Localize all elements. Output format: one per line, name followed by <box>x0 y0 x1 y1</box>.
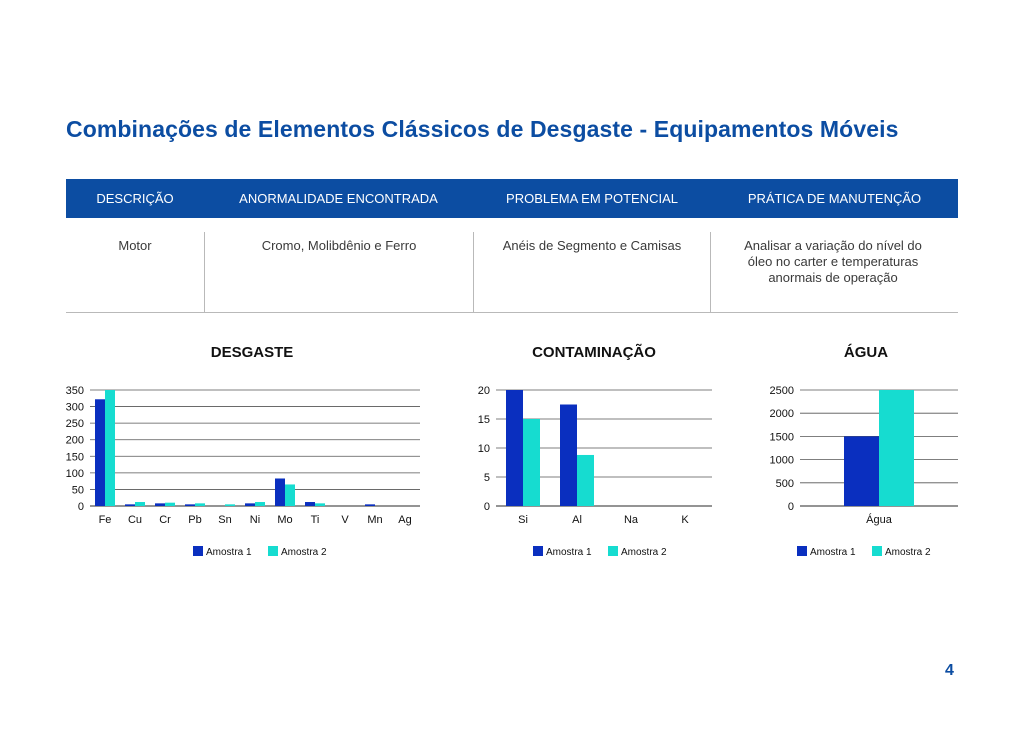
agua-ytick-label: 500 <box>775 477 794 490</box>
contaminacao-bar-1 <box>560 405 577 507</box>
cell-anormalidade: Cromo, Molibdênio e Ferro <box>261 238 417 253</box>
desgaste-ytick-label: 350 <box>65 385 84 397</box>
desgaste-ytick-label: 200 <box>65 434 84 447</box>
desgaste-xtick-label: Ag <box>398 514 412 526</box>
contaminacao-xtick-label: K <box>681 514 689 526</box>
desgaste-bar-2 <box>165 503 175 506</box>
desgaste-legend-swatch <box>193 546 203 556</box>
desgaste-xtick-label: Fe <box>98 514 112 526</box>
chart-title-contaminacao: CONTAMINAÇÃO <box>532 344 656 361</box>
pratica-line: óleo no carter e temperaturas <box>747 254 919 269</box>
contaminacao-ytick-label: 0 <box>483 501 490 513</box>
desgaste-ytick-label: 50 <box>71 484 84 497</box>
desgaste-legend-swatch <box>268 546 278 556</box>
agua-ytick-label: 2500 <box>769 385 794 397</box>
desgaste-xtick-label: Mn <box>367 514 383 526</box>
contaminacao-legend-swatch <box>533 546 543 556</box>
desgaste-bar-2 <box>225 504 235 506</box>
desgaste-bar-1 <box>245 503 255 506</box>
header-descricao: DESCRIÇÃO <box>96 191 174 206</box>
desgaste-xtick-label: Cr <box>159 514 171 526</box>
contaminacao-bar-2 <box>523 419 540 506</box>
agua-bar-2 <box>879 390 914 506</box>
contaminacao-ytick-label: 5 <box>483 472 490 484</box>
desgaste-bar-2 <box>105 390 115 506</box>
desgaste-legend-label: Amostra 2 <box>281 547 327 558</box>
contaminacao-bar-1 <box>506 390 523 506</box>
desgaste-ytick-label: 300 <box>65 401 84 414</box>
desgaste-ytick-label: 150 <box>65 451 84 464</box>
contaminacao-xtick-label: Na <box>623 514 639 526</box>
pratica-line: anormais de operação <box>768 270 898 285</box>
agua-legend-swatch <box>872 546 882 556</box>
agua-legend-label: Amostra 2 <box>885 547 931 558</box>
desgaste-xtick-label: V <box>341 514 349 526</box>
desgaste-bar-1 <box>305 502 315 506</box>
agua-ytick-label: 0 <box>787 501 794 513</box>
contaminacao-legend-swatch <box>608 546 618 556</box>
header-problema: PROBLEMA EM POTENCIAL <box>506 191 678 206</box>
agua-legend-label: Amostra 1 <box>810 547 856 558</box>
agua-ytick-label: 1000 <box>769 454 794 467</box>
desgaste-ytick-label: 0 <box>77 501 84 513</box>
desgaste-bar-1 <box>125 504 135 506</box>
desgaste-bar-1 <box>185 504 195 506</box>
desgaste-xtick-label: Sn <box>218 514 232 526</box>
contaminacao-ytick-label: 10 <box>477 443 490 455</box>
agua-bar-1 <box>844 436 879 506</box>
contaminacao-ytick-label: 20 <box>477 385 490 397</box>
contaminacao-bar-2 <box>577 455 594 506</box>
header-anormalidade: ANORMALIDADE ENCONTRADA <box>239 191 438 206</box>
cell-descricao: Motor <box>118 238 152 253</box>
agua-legend-swatch <box>797 546 807 556</box>
contaminacao-ytick-label: 15 <box>477 414 490 426</box>
desgaste-xtick-label: Cu <box>127 514 143 526</box>
contaminacao-legend-label: Amostra 1 <box>546 547 592 558</box>
desgaste-ytick-label: 250 <box>65 418 84 431</box>
desgaste-legend-label: Amostra 1 <box>206 547 252 558</box>
desgaste-bar-1 <box>155 503 165 506</box>
desgaste-bar-1 <box>365 504 375 506</box>
contaminacao-xtick-label: Si <box>518 514 528 526</box>
desgaste-xtick-label: Ti <box>310 514 320 526</box>
desgaste-bar-1 <box>95 399 105 506</box>
cell-problema: Anéis de Segmento e Camisas <box>502 238 682 253</box>
desgaste-ytick-label: 100 <box>65 467 84 480</box>
agua-ytick-label: 1500 <box>769 431 794 444</box>
pratica-line: Analisar a variação do nível do <box>744 238 922 253</box>
chart-title-agua: ÁGUA <box>843 344 889 361</box>
page-title: Combinações de Elementos Clássicos de Desgaste - Equipamentos Móveis <box>66 116 899 142</box>
header-pratica: PRÁTICA DE MANUTENÇÃO <box>747 191 922 206</box>
contaminacao-xtick-label: Al <box>572 514 582 526</box>
desgaste-xtick-label: Ni <box>249 514 261 526</box>
agua-ytick-label: 2000 <box>769 408 794 421</box>
desgaste-bar-2 <box>315 503 325 506</box>
desgaste-bar-2 <box>285 484 295 506</box>
desgaste-bar-1 <box>275 478 285 506</box>
chart-title-desgaste: DESGASTE <box>210 344 294 361</box>
desgaste-bar-2 <box>135 502 145 506</box>
agua-xtick-label: Água <box>866 514 892 526</box>
desgaste-bar-2 <box>195 503 205 506</box>
desgaste-xtick-label: Mo <box>277 514 293 526</box>
page-number: 4 <box>945 662 954 679</box>
desgaste-bar-2 <box>255 502 265 506</box>
desgaste-xtick-label: Pb <box>188 514 202 526</box>
contaminacao-legend-label: Amostra 2 <box>621 547 667 558</box>
